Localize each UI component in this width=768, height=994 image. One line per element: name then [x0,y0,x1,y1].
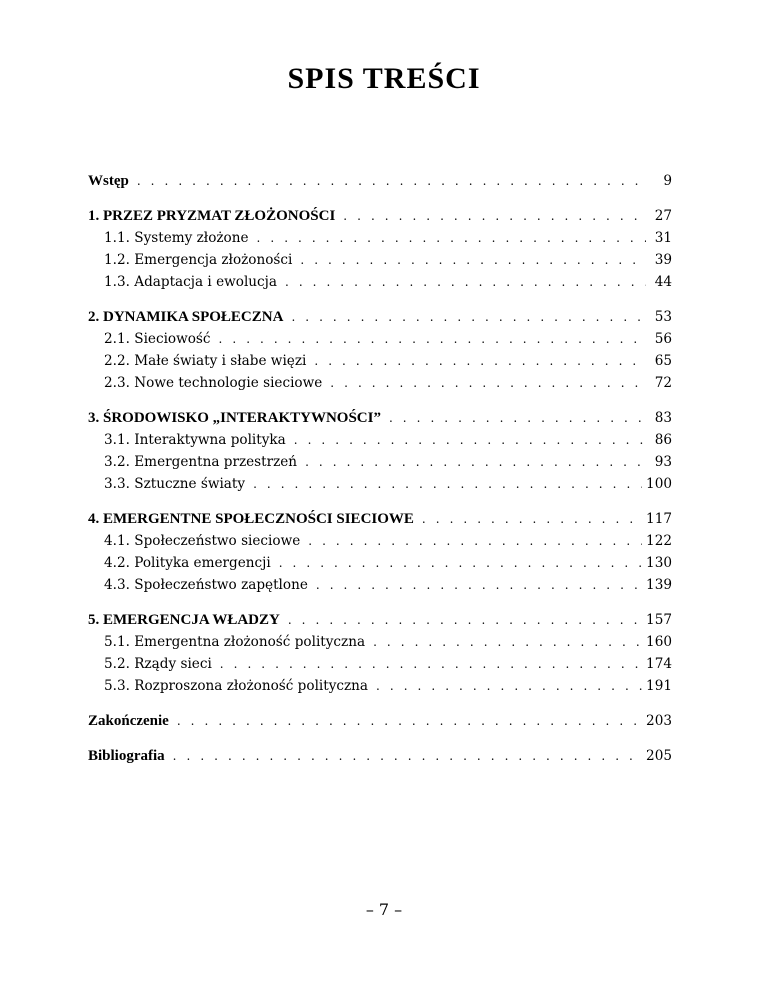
toc-entry-label: 4.1. Społeczeństwo sieciowe [104,533,301,549]
leader-dots [288,609,642,631]
toc-page-number: 65 [654,353,672,369]
toc-entry-label: 3. ŚRODOWISKO „INTERAKTYWNOŚCI” [88,410,381,426]
toc-entry-label: 3.3. Sztuczne światy [104,476,246,492]
toc-section-4-2[interactable] [88,552,672,574]
toc-section-2-2[interactable] [88,350,672,372]
toc-chapter-2[interactable] [88,306,672,328]
toc-entry-label: 5.3. Rozproszona złożoność polityczna [104,678,369,694]
toc-page-number: 117 [646,511,672,527]
leader-dots [253,473,642,495]
toc-entry-closing[interactable] [88,710,672,732]
toc-entry-label: 2.2. Małe światy i słabe więzi [104,353,307,369]
toc-page-number: 100 [646,476,672,492]
toc-chapter-3[interactable] [88,407,672,429]
leader-dots [294,429,646,451]
toc-page-number: 157 [646,612,672,628]
leader-dots [257,227,646,249]
toc-page-number: 44 [654,274,672,290]
toc-page-number: 83 [654,410,672,426]
leader-dots [220,653,642,675]
leader-dots [285,271,646,293]
toc-section-3-1[interactable] [88,429,672,451]
toc-section-1-2[interactable] [88,249,672,271]
toc-entry-label: 4.2. Polityka emergencji [104,555,271,571]
toc-page-number: 53 [654,309,672,325]
toc-page-number: 191 [646,678,672,694]
toc-section-5-1[interactable] [88,631,672,653]
toc-entry-label: Zakończenie [88,713,169,729]
toc-section-2-3[interactable] [88,372,672,394]
leader-dots [137,170,646,192]
toc-section-4-3[interactable] [88,574,672,596]
toc-chapter-4[interactable] [88,508,672,530]
toc-page-number: 72 [654,375,672,391]
toc-entry-label: 1. PRZEZ PRYZMAT ZŁOŻONOŚCI [88,208,336,224]
page-number-footer: – 7 – [365,900,403,919]
toc-page-number: 9 [663,173,672,189]
toc-page-number: 93 [654,454,672,470]
toc-entry-label: 1.2. Emergencja złożoności [104,252,293,268]
leader-dots [330,372,646,394]
toc-page-number: 27 [654,208,672,224]
toc-page-number: 139 [646,577,672,593]
leader-dots [173,745,642,767]
toc-entry-label: 5.2. Rządy sieci [104,656,212,672]
toc-section-1-3[interactable] [88,271,672,293]
toc-chapter-1[interactable] [88,205,672,227]
toc-page-number: 205 [646,748,672,764]
toc-entry-label: 1.3. Adaptacja i ewolucja [104,274,277,290]
toc-page-number: 130 [646,555,672,571]
toc-entry-label: 3.2. Emergentna przestrzeń [104,454,298,470]
toc-chapter-5[interactable] [88,609,672,631]
leader-dots [291,306,646,328]
leader-dots [300,249,646,271]
toc-entry-label: 2.1. Sieciowość [104,331,211,347]
leader-dots [279,552,642,574]
toc-page-number: 31 [654,230,672,246]
leader-dots [316,574,642,596]
toc-page-number: 122 [646,533,672,549]
table-of-contents [88,170,672,767]
leader-dots [314,350,646,372]
toc-section-2-1[interactable] [88,328,672,350]
toc-page-number: 56 [654,331,672,347]
leader-dots [343,205,646,227]
leader-dots [219,328,646,350]
leader-dots [305,451,646,473]
toc-page-number: 160 [646,634,672,650]
toc-section-1-1[interactable] [88,227,672,249]
leader-dots [389,407,646,429]
toc-section-3-2[interactable] [88,451,672,473]
toc-entry-bibliography[interactable] [88,745,672,767]
toc-entry-label: 2.3. Nowe technologie sieciowe [104,375,323,391]
toc-entry-label: 1.1. Systemy złożone [104,230,249,246]
leader-dots [177,710,642,732]
leader-dots [373,631,642,653]
toc-entry-label: Wstęp [88,173,129,189]
leader-dots [376,675,642,697]
toc-section-4-1[interactable] [88,530,672,552]
toc-entry-label: 5. EMERGENCJA WŁADZY [88,612,280,628]
toc-section-5-2[interactable] [88,653,672,675]
page-title: SPIS TREŚCI [287,62,481,95]
toc-page-number: 39 [654,252,672,268]
toc-entry-label: 5.1. Emergentna złożoność polityczna [104,634,366,650]
toc-entry-intro[interactable] [88,170,672,192]
leader-dots [422,508,642,530]
toc-entry-label: 4. EMERGENTNE SPOŁECZNOŚCI SIECIOWE [88,511,414,527]
toc-entry-label: 4.3. Społeczeństwo zapętlone [104,577,308,593]
toc-section-5-3[interactable] [88,675,672,697]
toc-entry-label: 2. DYNAMIKA SPOŁECZNA [88,309,284,325]
toc-section-3-3[interactable] [88,473,672,495]
toc-entry-label: Bibliografia [88,748,165,764]
toc-page-number: 86 [654,432,672,448]
leader-dots [308,530,642,552]
toc-page-number: 174 [646,656,672,672]
toc-entry-label: 3.1. Interaktywna polityka [104,432,286,448]
toc-page-number: 203 [646,713,672,729]
